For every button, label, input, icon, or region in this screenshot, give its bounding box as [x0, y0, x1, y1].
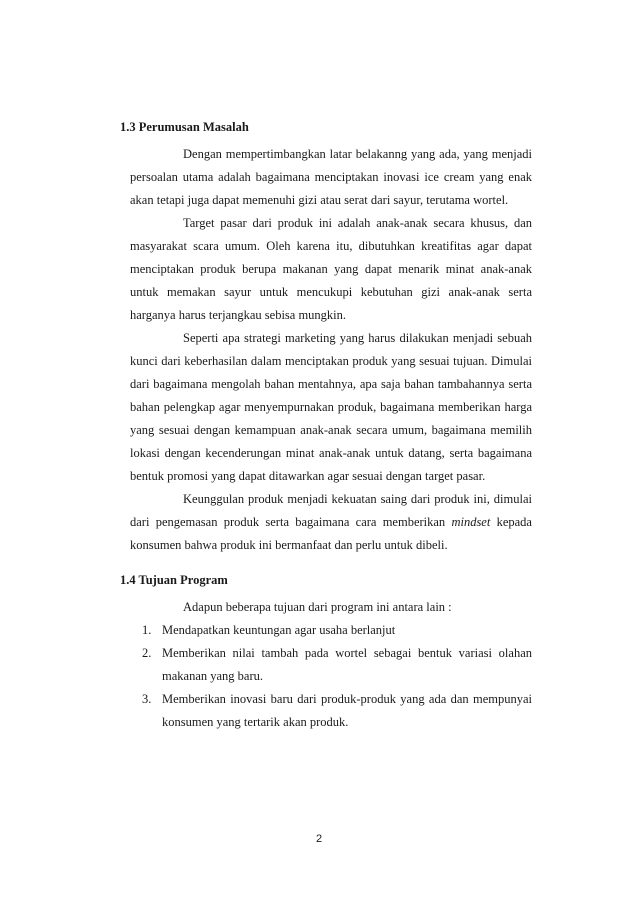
section-heading-tujuan-program: 1.4 Tujuan Program — [120, 573, 228, 587]
list-item-text: Mendapatkan keuntungan agar usaha berlanjut — [162, 623, 396, 637]
section-heading-perumusan-masalah: 1.3 Perumusan Masalah — [120, 120, 249, 134]
list-item-number: 2. — [142, 646, 152, 660]
tujuan-intro: Adapun beberapa tujuan dari program ini antara lain : — [183, 600, 452, 614]
list-item — [120, 688, 532, 734]
paragraph-3: Seperti apa strategi marketing yang harus dilakukan menjadi sebuah kunci dari keberhasilan dalam menciptakan produk yang sesuai tujuan. Dimulai dari bagaimana mengolah bahan mentahnya, apa saja bahan tambahannya serta bahan pelengkap agar menyempurnakan produk, bagaimana memberikan harga yang sesuai dengan kemampuan anak-anak secara umum, bagaimana memilih lokasi dengan kecenderungan minat anak-anak untuk datang, serta bagaimana bentuk promosi yang dapat ditawarkan agar sesuai dengan target pasar. — [130, 331, 532, 483]
paragraph-4-start: Keunggulan produk menjadi kekuatan saing dari produk ini, dimulai dari pengemasan produk serta bagaimana cara memberikan — [130, 492, 532, 529]
paragraph-2: Target pasar dari produk ini adalah anak-anak secara khusus, dan masyarakat scara umum. Oleh karena itu, dibutuhkan kreatifitas agar dapat menciptakan produk berupa makanan yang dapat menarik minat anak-anak untuk memakan sayur untuk mencukupi kebutuhan gizi anak-anak serta harganya harus terjangkau sebisa mungkin. — [130, 216, 532, 322]
list-item — [120, 619, 532, 642]
list-item-text: Memberikan inovasi baru dari produk-produk yang ada dan mempunyai konsumen yang tertarik akan produk. — [162, 692, 532, 729]
page-number: 2 — [315, 833, 323, 845]
list-item-text: Memberikan nilai tambah pada wortel sebagai bentuk variasi olahan makanan yang baru. — [162, 646, 532, 683]
paragraph-4-end: kepada konsumen bahwa produk ini bermanfaat dan perlu untuk dibeli. — [130, 515, 532, 552]
paragraph-1: Dengan mempertimbangkan latar belakanng yang ada, yang menjadi persoalan utama adalah bagaimana menciptakan inovasi ice cream yang enak akan tetapi juga dapat memenuhi gizi atau serat dari sayur, terutama wortel. — [130, 147, 532, 207]
page-content — [120, 120, 532, 734]
paragraph-4 — [120, 488, 532, 557]
list-item-number: 1. — [142, 623, 152, 637]
list-item — [120, 642, 532, 688]
italic-term-mindset: mindset — [451, 515, 491, 529]
list-item-number: 3. — [142, 692, 152, 706]
tujuan-list — [120, 619, 532, 734]
